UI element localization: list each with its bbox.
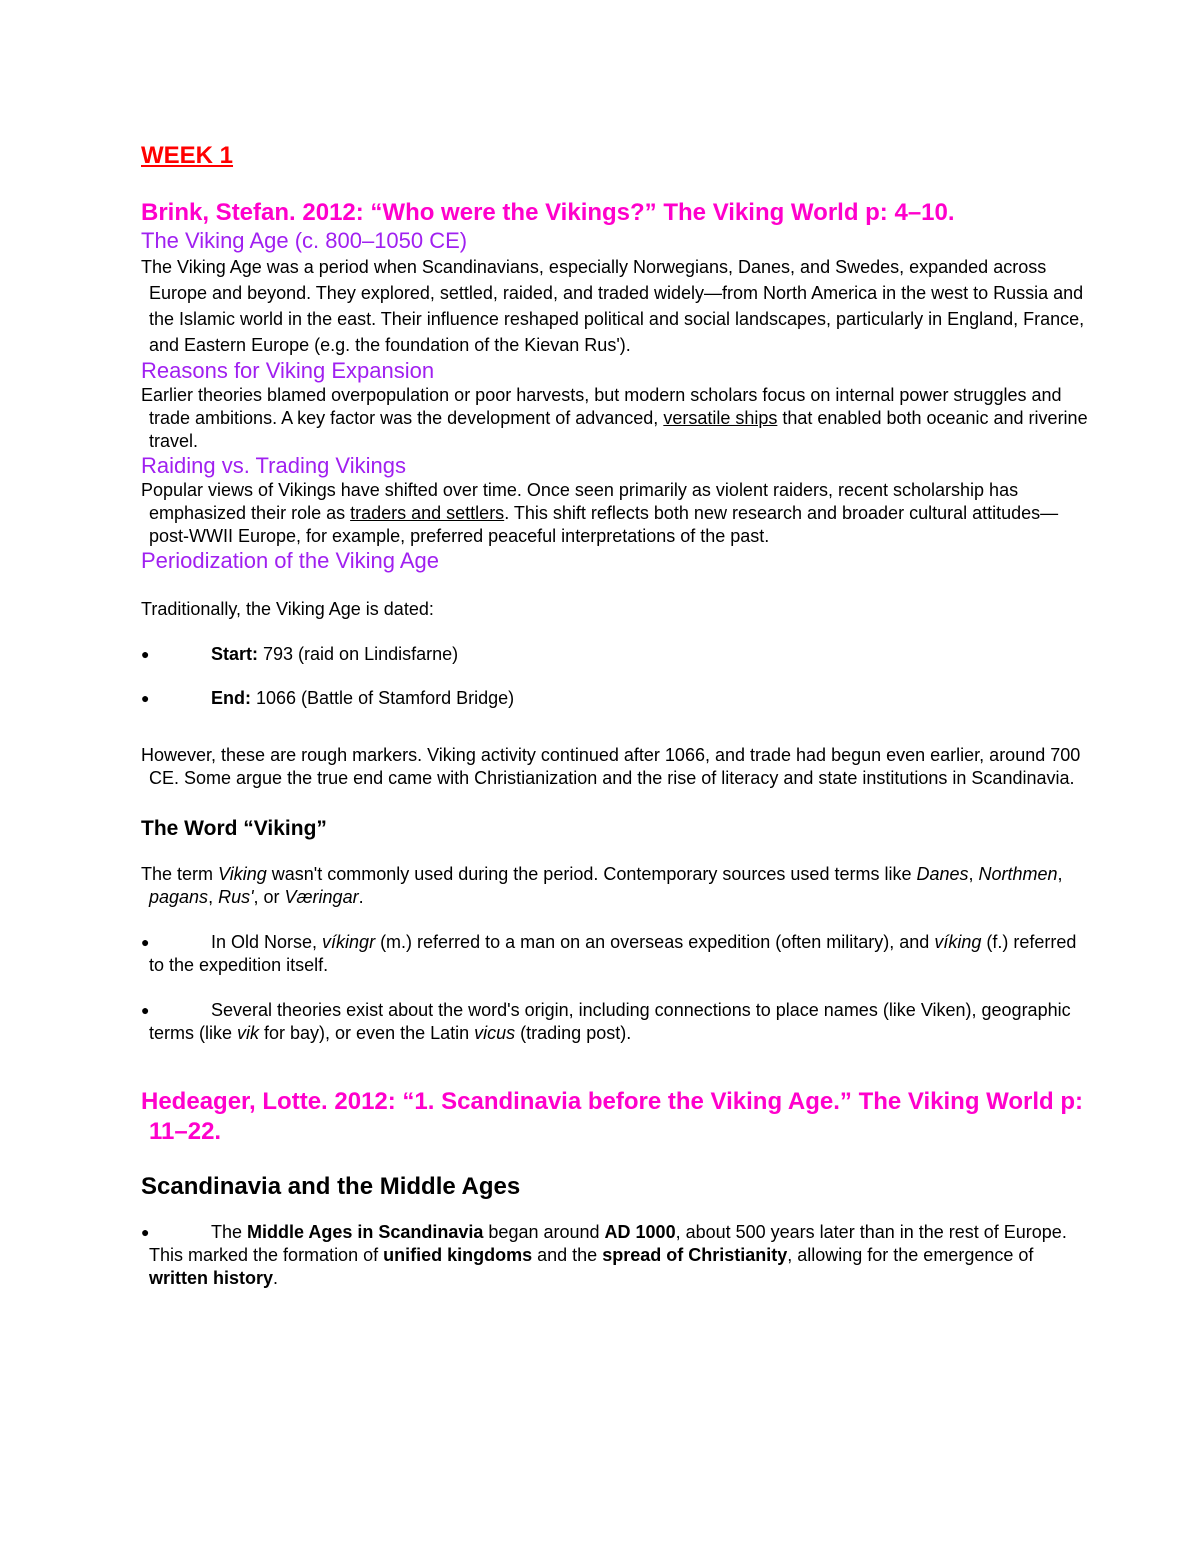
italic-text: víking: [934, 932, 982, 952]
bold-text: spread of Christianity: [602, 1245, 788, 1265]
old-norse-bullet: [141, 931, 1091, 977]
viking-age-subheading: The Viking Age (c. 800–1050 CE): [141, 228, 468, 253]
italic-text: vicus: [474, 1023, 516, 1043]
text-run: Earlier theories blamed overpopulation or poor harvests, but modern scholars focus on internal power struggles and trade ambitions. A key factor was the development of advanced,: [141, 385, 1062, 428]
italic-text: Danes: [916, 864, 969, 884]
bold-text: AD 1000: [604, 1222, 676, 1242]
bullet-label: End:: [211, 688, 251, 708]
text-run: , or: [253, 887, 285, 907]
week-heading: WEEK 1: [141, 142, 234, 169]
bullet-icon: ●: [141, 690, 150, 706]
bullet-text: 793 (raid on Lindisfarne): [258, 644, 459, 664]
document-page: [141, 140, 1091, 1290]
origin-theories-bullet: [141, 999, 1091, 1045]
middle-ages-bullet: [141, 1221, 1091, 1290]
text-run: ,: [1057, 864, 1063, 884]
text-run: began around: [483, 1222, 605, 1242]
bullet-label: Start:: [211, 644, 259, 664]
text-run: .: [273, 1268, 279, 1288]
text-run: Popular views of Vikings have shifted over time. Once seen primarily as violent raiders, recent scholarship has emphasized their role as: [141, 480, 1019, 523]
italic-text: víkingr: [322, 932, 376, 952]
bullet-icon: ●: [141, 1224, 150, 1240]
italic-text: Northmen: [978, 864, 1058, 884]
text-run: for bay), or even the Latin: [259, 1023, 475, 1043]
brink-reference: Brink, Stefan. 2012: “Who were the Vikings?” The Viking World p: 4–10.: [141, 199, 955, 226]
raiding-paragraph: [141, 479, 1091, 548]
text-run: .: [358, 887, 364, 907]
bold-text: written history: [149, 1268, 274, 1288]
text-run: and the: [532, 1245, 603, 1265]
text-run: , about 500 years later than in the rest of Europe. This marked the formation of: [149, 1222, 1067, 1265]
bullet-icon: ●: [141, 1002, 150, 1018]
bold-text: Middle Ages in Scandinavia: [247, 1222, 484, 1242]
periodization-intro: Traditionally, the Viking Age is dated:: [141, 599, 434, 619]
text-run: (f.) referred to the expedition itself.: [149, 932, 1077, 975]
text-run: that enabled both oceanic and riverine travel.: [149, 408, 1088, 451]
bullet-text: 1066 (Battle of Stamford Bridge): [251, 688, 515, 708]
expansion-subheading: Reasons for Viking Expansion: [141, 358, 435, 383]
expansion-paragraph: [141, 384, 1091, 453]
end-bullet: [141, 687, 1091, 710]
bold-text: unified kingdoms: [383, 1245, 533, 1265]
text-run: (m.) referred to a man on an overseas expedition (often military), and: [375, 932, 935, 952]
text-run: wasn't commonly used during the period. Contemporary sources used terms like: [266, 864, 917, 884]
periodization-subheading: Periodization of the Viking Age: [141, 548, 440, 573]
italic-text: Rus': [218, 887, 254, 907]
viking-age-paragraph: The Viking Age was a period when Scandinavians, especially Norwegians, Danes, and Swedes, expanded across Europe and beyond. They explored, settled, raided, and traded widely—from North America in the west to Russia and the Islamic world in the east. Their influence reshaped political and social landscapes, particularly in England, France, and Eastern Europe (e.g. the foundation of the Kievan Rus').: [141, 257, 1085, 355]
text-run: In Old Norse,: [211, 932, 323, 952]
word-viking-paragraph: [141, 863, 1091, 909]
start-bullet: [141, 643, 1091, 666]
bullet-icon: ●: [141, 934, 150, 950]
text-run: Several theories exist about the word's origin, including connections to place names (like Viken), geographic terms (like: [149, 1000, 1071, 1043]
underlined-text: traders and settlers: [350, 503, 505, 523]
italic-text: vik: [237, 1023, 260, 1043]
text-run: . This shift reflects both new research and broader cultural attitudes—post-WWII Europe, for example, preferred peaceful interpretations of the past.: [149, 503, 1059, 546]
word-viking-heading: The Word “Viking”: [141, 817, 327, 840]
italic-text: Væringar: [284, 887, 359, 907]
text-run: The term: [141, 864, 219, 884]
middle-ages-heading: Scandinavia and the Middle Ages: [141, 1173, 521, 1200]
text-run: (trading post).: [515, 1023, 632, 1043]
text-run: The: [211, 1222, 248, 1242]
periodization-paragraph: However, these are rough markers. Viking activity continued after 1066, and trade had begun even earlier, around 700 CE. Some argue the true end came with Christianization and the rise of literacy and state institutions in Scandinavia.: [141, 745, 1081, 788]
underlined-text: versatile ships: [663, 408, 778, 428]
text-run: ,: [968, 864, 979, 884]
italic-text: pagans: [149, 887, 209, 907]
hedeager-reference: Hedeager, Lotte. 2012: “1. Scandinavia before the Viking Age.” The Viking World p: 11–22.: [141, 1088, 1084, 1145]
italic-text: Viking: [218, 864, 267, 884]
text-run: , allowing for the emergence of: [787, 1245, 1034, 1265]
text-run: ,: [208, 887, 219, 907]
raiding-subheading: Raiding vs. Trading Vikings: [141, 453, 406, 478]
bullet-icon: ●: [141, 646, 150, 662]
